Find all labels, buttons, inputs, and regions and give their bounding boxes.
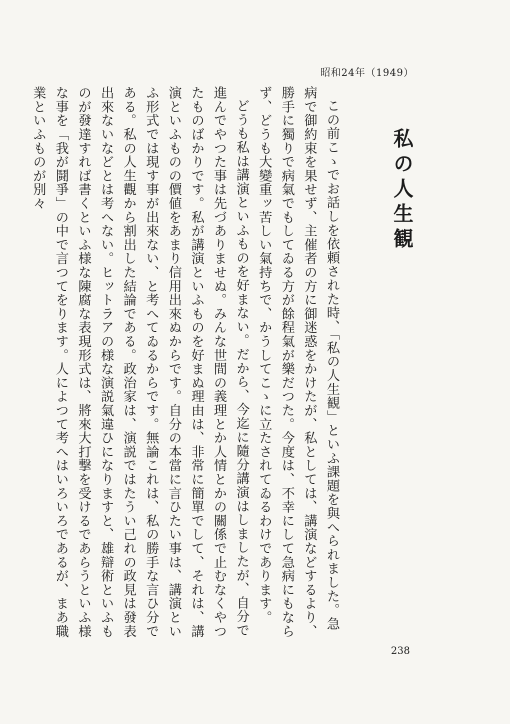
essay-body <box>22 86 342 638</box>
paragraph: この前こゝでお話しを依頼された時、「私の人生観」といふ課題を與へられました。急病で御約束を果せず、主催者の方に御迷惑をかけたが、私としては、講演などするより、勝手に獨りで病氣でもしてゐる方が餘程氣が樂だつた。今度は、不幸にして急病にもならず、どうも大變重ッ苦しい氣持ちで、かうしてこゝに立たされてゐるわけであります。 <box>256 86 339 638</box>
era-label: 昭和24年（1949） <box>320 68 414 79</box>
essay-title: 私の人生観 <box>390 128 414 253</box>
paragraph: どうも私は講演といふものを好まない。だから、今迄に隨分講演はしましたが、自分で進んでやつた事は先づありませぬ。みんな世間の義理とか人情とかの關係で止むなくやつたものばかりです。私が講演といふものを好まぬ理由は、非常に簡單でして、それは、講演といふものの價値をあまり信用出來ぬからです。自分の本當に言ひたい事は、講演といふ形式では現す事が出來ない、と考へてゐるからです。無論これは、私の勝手な言ひ分である。私の人生觀から割出した結論である。政治家は、演説ではたうい己れの政見は發表出來ないなどとは考へない。ヒットラアの様な演説氣違ひになりますと、雄辯術といふものが發達すれば書くといふ様な陳腐な表現形式は、將來大打撃を受けるであらうといふ様な事を「我が鬪爭」の中で言つてをります。人によつて考へはいろいろであるが、まあ職業といふものが別々 <box>30 86 249 638</box>
page-number: 238 <box>390 646 410 657</box>
